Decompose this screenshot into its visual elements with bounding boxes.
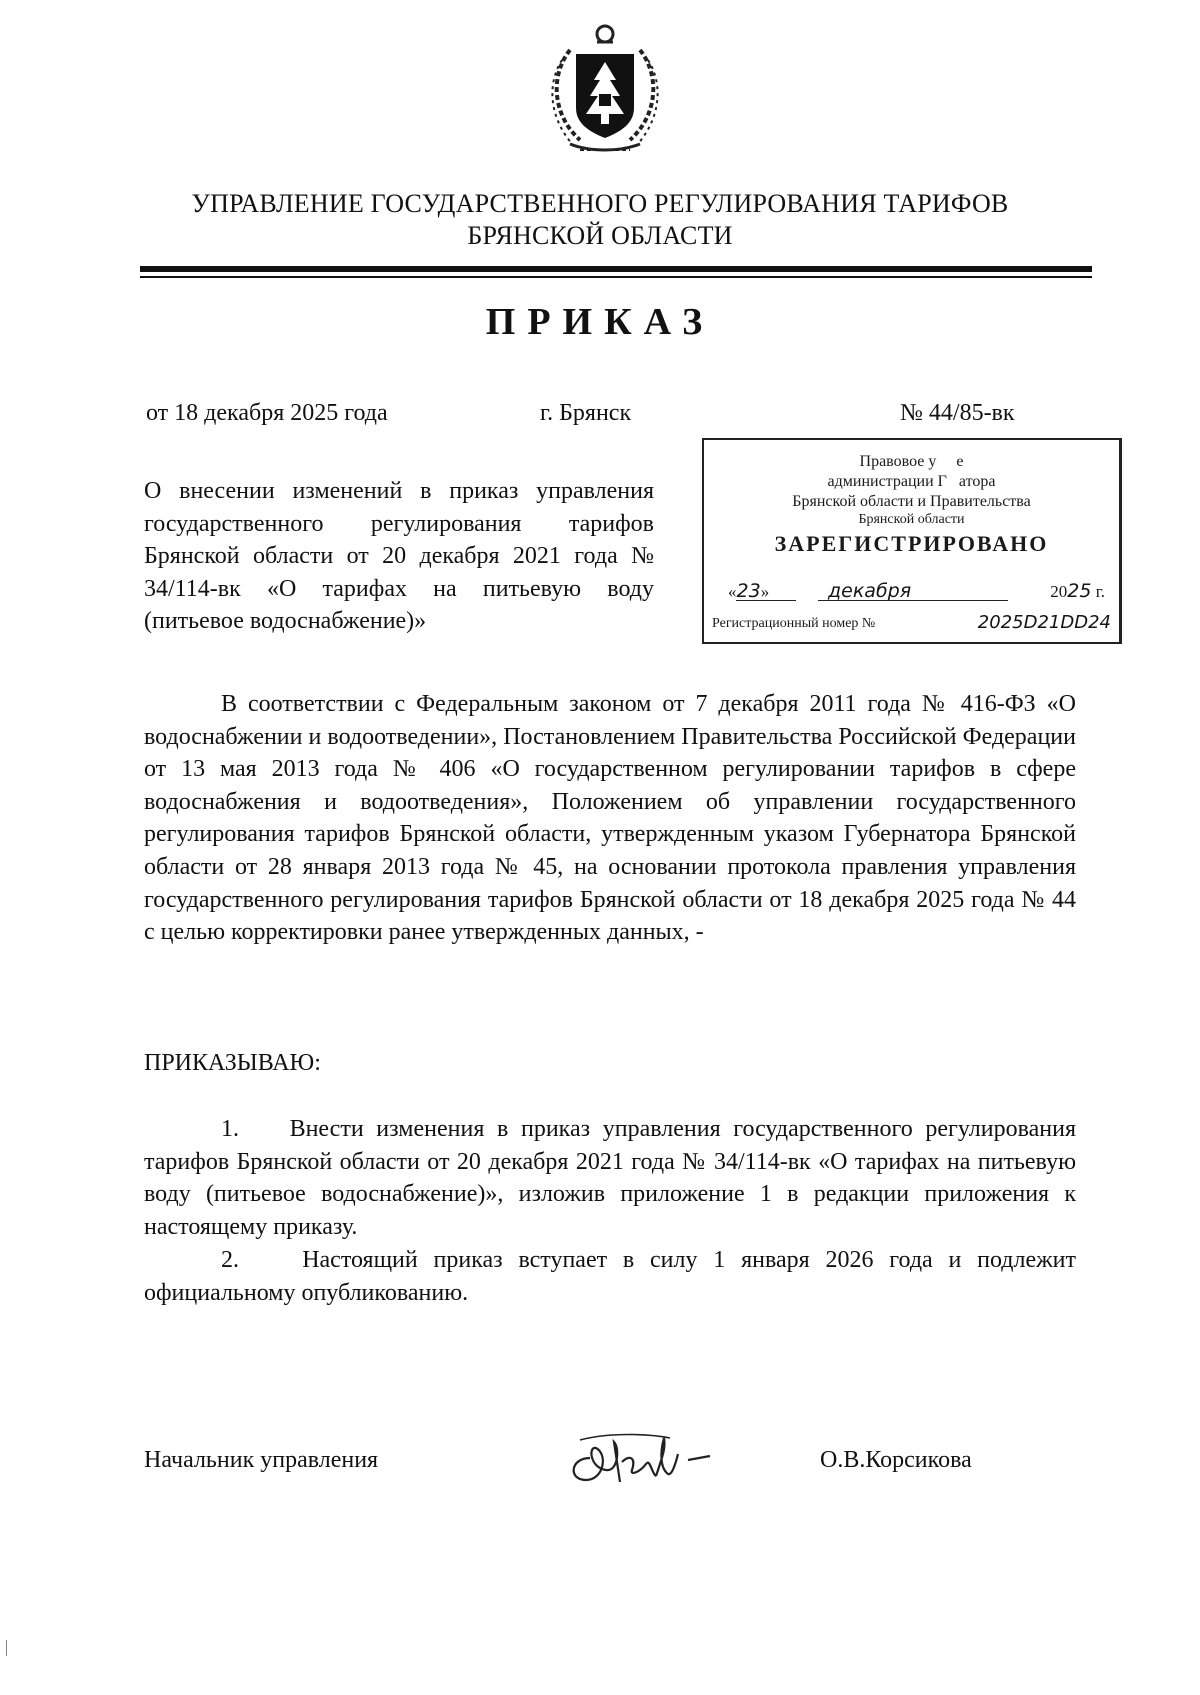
handwritten-signature-icon: [560, 1418, 740, 1498]
document-date: от 18 декабря 2025 года: [146, 400, 388, 426]
registration-stamp: [702, 438, 1122, 644]
document-title: ПРИКАЗ: [485, 301, 715, 343]
document-city: г. Брянск: [540, 400, 632, 426]
header-divider-thin: [140, 276, 1092, 278]
signatory-name: О.В.Корсикова: [820, 1447, 972, 1473]
stamp-day: 23: [736, 580, 761, 602]
document-number: № 44/85-вк: [900, 400, 1015, 426]
stamp-line1: Правовое у е: [859, 453, 964, 470]
stamp-line4: Брянской области: [858, 512, 965, 527]
order-item: 2. Настоящий приказ вступает в силу 1 января 2026 года и подлежит официальному опубликованию.: [144, 1247, 1077, 1306]
stamp-line3: Брянской области и Правительства: [792, 493, 1031, 510]
order-word: ПРИКАЗЫВАЮ:: [144, 1050, 321, 1076]
scan-edge-mark: [6, 1640, 7, 1656]
stamp-month: декабря: [828, 580, 912, 602]
stamp-year: 2025 г.: [1050, 580, 1105, 602]
signatory-position: Начальник управления: [144, 1447, 379, 1473]
organization-name-line2: БРЯНСКОЙ ОБЛАСТИ: [467, 221, 733, 250]
coat-of-arms-icon: [540, 20, 670, 160]
preamble-paragraph: В соответствии с Федеральным законом от 7 декабря 2011 года № 416-ФЗ «О водоснабжении и водоотведении», Постановлением Правительства Российской Федерации от 13 мая 2013 года № 406 «О государственном регулировании тарифов в сфере водоснабжения и водоотведения», Положением об управлении государственного регулирования тарифов Брянской области, утвержденным указом Губернатора Брянской области от 28 января 2013 года № 45, на основании протокола правления управления государственного регулирования тарифов Брянской области от 18 декабря 2025 года № 44 с целью корректировки ранее утвержденных данных, -: [144, 691, 1076, 946]
header-divider-thick: [140, 266, 1092, 272]
stamp-registration-number: Регистрационный номер № 2025D21DD24: [712, 612, 1111, 633]
stamp-line2: администрации Г атора: [827, 473, 996, 490]
stamp-date: «23» декабря 2025 г.: [728, 580, 1105, 602]
order-item: 1. Внести изменения в приказ управления государственного регулирования тарифов Брянской области от 20 декабря 2021 года № 34/114-вк «О тарифах на питьевую воду (питьевое водоснабжение)», изложив приложение 1 в редакции приложения к настоящему приказу.: [144, 1116, 1076, 1240]
organization-name-line1: УПРАВЛЕНИЕ ГОСУДАРСТВЕННОГО РЕГУЛИРОВАНИЯ ТАРИФОВ: [191, 189, 1009, 218]
stamp-reg-number-value: 2025D21DD24: [977, 612, 1111, 633]
document-subject: О внесении изменений в приказ управления государственного регулирования тарифов Брянской области от 20 декабря 2021 года № 34/114-вк «О тарифах на питьевую воду (питьевое водоснабжение)»: [144, 478, 654, 634]
stamp-status: ЗАРЕГИСТРИРОВАНО: [774, 531, 1049, 556]
